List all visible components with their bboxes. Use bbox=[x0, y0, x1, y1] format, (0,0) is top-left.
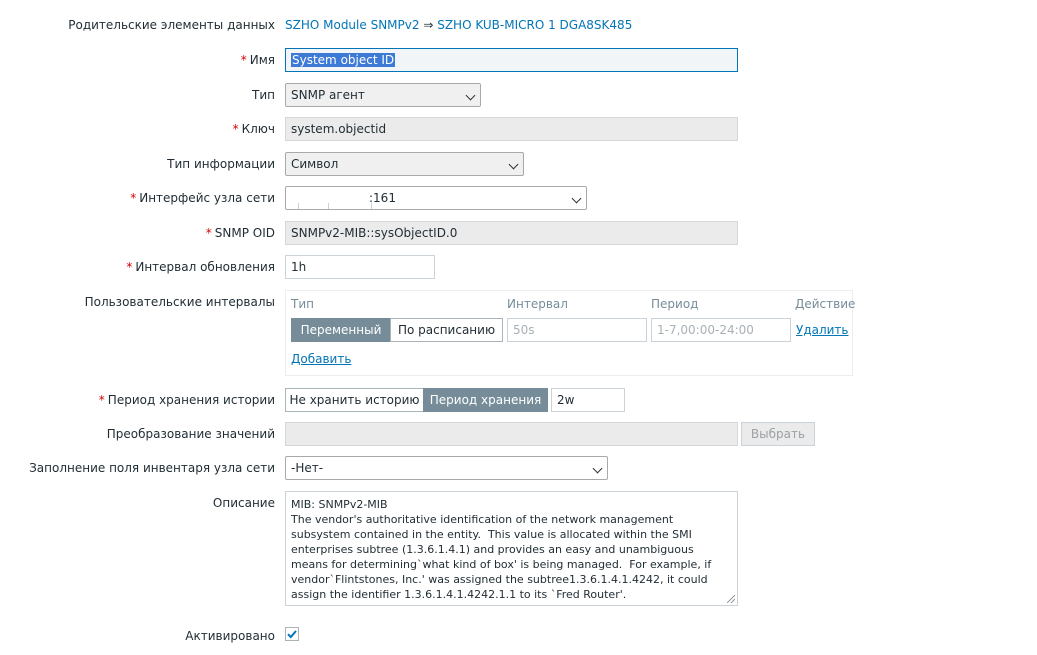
history-label: Период хранения истории bbox=[107, 393, 275, 407]
valuemap-label: Преобразование значений bbox=[106, 427, 275, 441]
parent-arrow-icon: ⇒ bbox=[423, 18, 434, 32]
required-mark: * bbox=[205, 226, 212, 240]
type-select-value: SNMP агент bbox=[291, 88, 365, 102]
chevron-down-icon bbox=[509, 160, 519, 170]
name-input-value: System object ID bbox=[292, 53, 395, 67]
info-type-label: Тип информации bbox=[167, 157, 275, 171]
remove-interval-link[interactable]: Удалить bbox=[796, 323, 849, 337]
chevron-down-icon bbox=[466, 91, 476, 101]
required-mark: * bbox=[130, 191, 137, 205]
name-input[interactable] bbox=[285, 48, 738, 72]
interface-label: Интерфейс узла сети bbox=[139, 191, 275, 205]
redaction-mark bbox=[328, 203, 372, 209]
parent-link-module[interactable]: SZHO Module SNMPv2 bbox=[285, 18, 420, 32]
col-action-header: Действие bbox=[795, 297, 856, 311]
update-interval-label: Интервал обновления bbox=[135, 260, 275, 274]
custom-intervals-label: Пользовательские интервалы bbox=[84, 295, 275, 309]
type-label: Тип bbox=[252, 88, 275, 102]
update-interval-input[interactable]: 1h bbox=[285, 255, 435, 279]
enabled-checkbox[interactable] bbox=[285, 627, 299, 641]
seg-flexible-button[interactable]: Переменный bbox=[291, 318, 391, 342]
key-label: Ключ bbox=[241, 122, 275, 136]
description-label: Описание bbox=[212, 496, 275, 510]
custom-period-input[interactable]: 1-7,00:00-24:00 bbox=[651, 318, 791, 342]
interface-select[interactable] bbox=[285, 186, 587, 210]
custom-interval-input[interactable]: 50s bbox=[507, 318, 647, 342]
col-interval-header: Интервал bbox=[507, 297, 568, 311]
history-none-button[interactable]: Не хранить историю bbox=[285, 388, 424, 412]
info-type-select[interactable] bbox=[285, 152, 524, 176]
parents-label: Родительские элементы данных bbox=[68, 18, 275, 32]
required-mark: * bbox=[98, 393, 105, 407]
chevron-down-icon bbox=[572, 194, 582, 204]
col-type-header: Тип bbox=[291, 297, 314, 311]
history-period-input[interactable]: 2w bbox=[551, 388, 625, 412]
parent-link-host[interactable]: SZHO KUB-MICRO 1 DGA8SK485 bbox=[437, 18, 633, 32]
name-label: Имя bbox=[249, 53, 275, 67]
valuemap-input[interactable] bbox=[285, 422, 738, 446]
seg-scheduling-button[interactable]: По расписанию bbox=[390, 318, 503, 342]
history-period-button[interactable]: Период хранения bbox=[423, 388, 548, 412]
info-type-select-value: Символ bbox=[291, 157, 339, 171]
type-select[interactable] bbox=[285, 83, 481, 107]
required-mark: * bbox=[232, 122, 239, 136]
required-mark: * bbox=[126, 260, 133, 274]
checkmark-icon bbox=[286, 628, 298, 640]
inventory-select-value: -Нет- bbox=[291, 461, 324, 475]
custom-intervals-table bbox=[285, 290, 856, 376]
inventory-select[interactable] bbox=[285, 456, 608, 480]
key-input[interactable]: system.objectid bbox=[285, 117, 738, 141]
add-interval-link[interactable]: Добавить bbox=[291, 352, 352, 366]
enabled-label: Активировано bbox=[185, 629, 275, 643]
interface-port: :161 bbox=[369, 191, 396, 205]
chevron-down-icon bbox=[593, 464, 603, 474]
resize-handle-icon[interactable] bbox=[727, 595, 735, 603]
redaction-mark bbox=[286, 203, 299, 209]
snmp-oid-label: SNMP OID bbox=[214, 226, 275, 240]
inventory-label: Заполнение поля инвентаря узла сети bbox=[29, 461, 275, 475]
col-period-header: Период bbox=[651, 297, 699, 311]
description-textarea[interactable] bbox=[285, 491, 738, 606]
required-mark: * bbox=[240, 53, 247, 67]
valuemap-select-button[interactable]: Выбрать bbox=[741, 422, 815, 446]
snmp-oid-input[interactable]: SNMPv2-MIB::sysObjectID.0 bbox=[285, 221, 738, 245]
